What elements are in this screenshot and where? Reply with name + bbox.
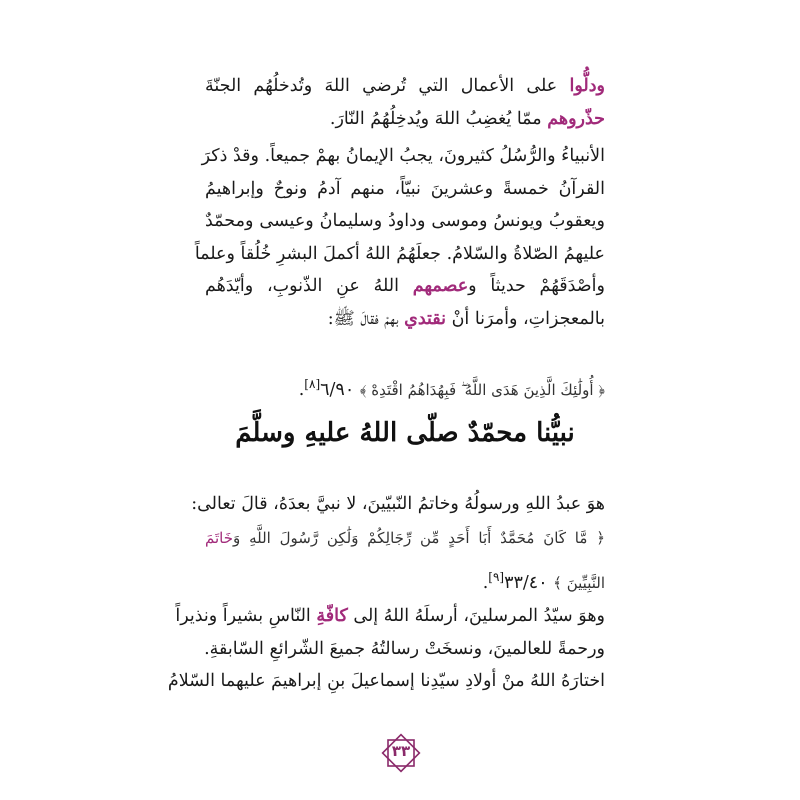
text-span: على الأعمال التي تُرضي اللهَ وتُدخلُهُم الجنّةَ bbox=[205, 76, 570, 96]
paragraph-2-line-1: الأنبياءُ والرُّسُلُ كثيرونَ، يجبُ الإيمانُ بهمْ جميعاً. وقدْ ذكرَ bbox=[201, 146, 605, 166]
paragraph-2-line-4: عليهمُ الصّلاةُ والسّلامُ. جعلَهُمُ اللهُ أكملَ البشرِ خُلُقاً وعلماً bbox=[194, 243, 605, 264]
verse-2 bbox=[205, 522, 605, 599]
quran-verse: النَّبِيِّينَ ﴾ bbox=[553, 573, 605, 592]
punctuation: . bbox=[482, 572, 489, 593]
verse-2-line-2 bbox=[205, 561, 605, 599]
page-number: ٣٣ bbox=[391, 742, 411, 760]
punctuation: . bbox=[298, 379, 305, 400]
highlight-word: نقتدي bbox=[404, 308, 447, 329]
highlight-word: كافّةِ bbox=[316, 606, 348, 626]
paragraph-4-line-3: اختارَهُ اللهُ منْ أولادِ سيّدِنا إسماعيلَ بنِ إبراهيمَ عليهما السّلامُ bbox=[167, 671, 605, 691]
paragraph-2-line-2: القرآنُ خمسةً وعشرينَ نبيّاً، منهم آدمُ ونوحٌ وإبراهيمُ bbox=[205, 178, 605, 199]
verse-reference: ٦/٩٠ bbox=[320, 379, 360, 400]
paragraph-1 bbox=[205, 70, 605, 135]
paragraph-1-line-2 bbox=[205, 103, 605, 136]
paragraph-2-line-3: ويعقوبُ ويونسُ وموسى وداودُ وسليمانُ وعيسى ومحمّدٌ bbox=[205, 211, 605, 231]
quran-verse: ﴿ أُولَٰئِكَ الَّذِينَ هَدَى اللَّهُ ۖ فَبِهُدَاهُمُ اقْتَدِهْ ﴾ bbox=[359, 380, 605, 399]
text-span: اللهُ عنِ الذّنوبِ، وأيّدَهُم bbox=[205, 276, 413, 296]
paragraph-3 bbox=[191, 488, 605, 521]
paragraph-2-line-5 bbox=[205, 270, 605, 303]
text-span: بهمْ فقالَ ﷺ: bbox=[327, 308, 405, 329]
text-span: وأصْدَقَهُمْ حديثاً و bbox=[468, 276, 605, 296]
verse-1 bbox=[205, 368, 605, 406]
paragraph-4-line-2: ورحمةً للعالمينَ، ونسخَتْ رسالتُهُ جميعَ الشّرائعِ السّابقةِ. bbox=[204, 638, 605, 659]
text-span: النّاسِ بشيراً ونذيراً bbox=[175, 606, 317, 626]
page-number-badge bbox=[379, 731, 423, 775]
verse-2-line-1 bbox=[205, 522, 605, 555]
highlight-word: حذّروهم bbox=[547, 108, 605, 129]
paragraph-4 bbox=[167, 600, 605, 698]
verse-reference: ٣٣/٤٠ bbox=[504, 572, 554, 593]
text-span: بالمعجزاتِ، وأمرَنا أنْ bbox=[446, 308, 605, 329]
paragraph-3-line-1: هوَ عبدُ اللهِ ورسولُهُ وخاتمُ النّبيّينَ، لا نبيَّ بعدَهُ، قالَ تعالى: bbox=[191, 494, 605, 514]
verse-1-line bbox=[205, 368, 605, 406]
section-heading: نبيُّنا محمّدٌ صلّى اللهُ عليهِ وسلَّمَ bbox=[235, 418, 575, 448]
quran-verse: ﴿ مَّا كَانَ مُحَمَّدٌ أَبَا أَحَدٍ مِّن رِّجَالِكُمْ وَلَٰكِن رَّسُولَ اللَّهِ وَ bbox=[233, 529, 605, 547]
paragraph-2 bbox=[194, 140, 605, 335]
paragraph-2-line-6 bbox=[205, 303, 605, 336]
text-span: وهوَ سيّدُ المرسلينَ، أرسلَهُ اللهُ إلى bbox=[347, 606, 605, 626]
footnote-marker: [٨] bbox=[304, 377, 321, 391]
paragraph-1-line-1 bbox=[205, 70, 605, 103]
footnote-marker: [٩] bbox=[488, 569, 505, 584]
highlight-word: عصمهم bbox=[412, 276, 469, 296]
highlight-word: ودلُّوا bbox=[569, 76, 605, 96]
paragraph-4-line-1 bbox=[175, 600, 605, 633]
text-span: ممّا يُغضِبُ اللهَ ويُدخِلُهُمُ النّارَ. bbox=[329, 108, 548, 129]
verse-highlight-word: خَاتَمَ bbox=[205, 529, 234, 547]
